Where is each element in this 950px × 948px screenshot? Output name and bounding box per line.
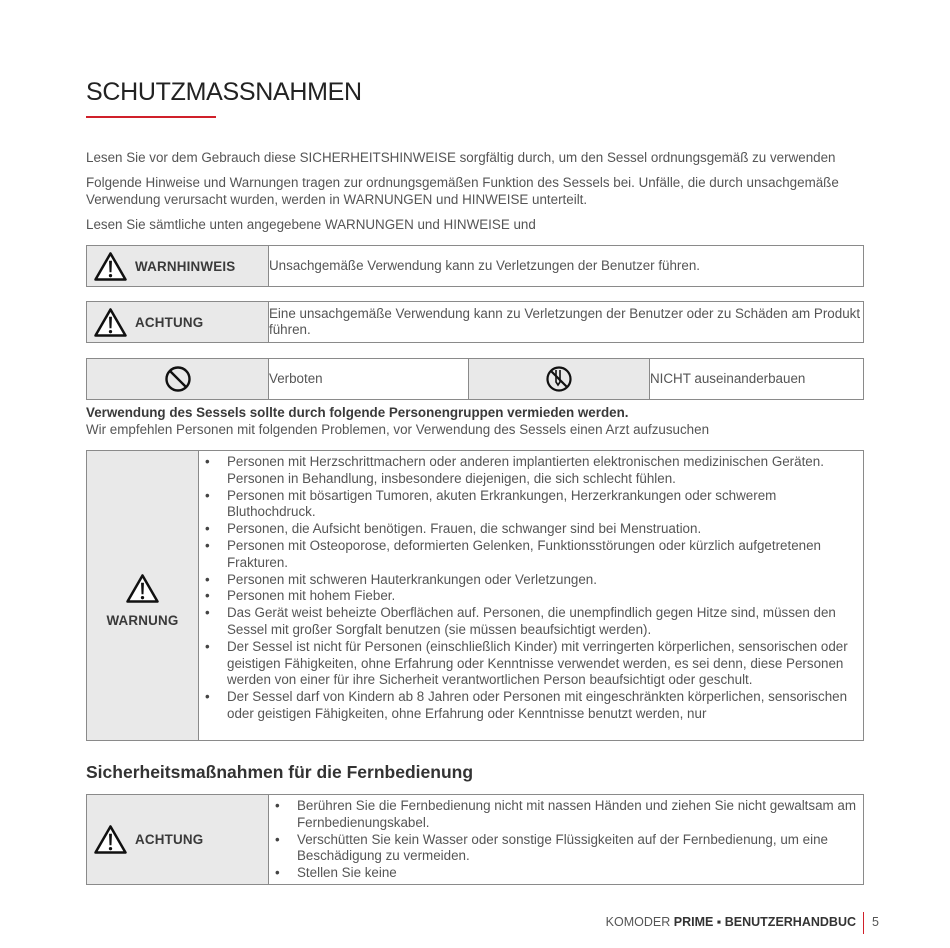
remote-list-cell xyxy=(269,795,864,885)
list-item: • Berühren Sie die Fernbedienung nicht mit nassen Händen und ziehen Sie nicht gewaltsam am Fernbedienungskabel. xyxy=(297,798,857,832)
warnhinweis-label: WARNHINWEIS xyxy=(135,258,236,274)
list-item: • Personen mit Osteoporose, deformierten Gelenken, Funktionsstörungen oder kürzlich aufgetretenen Frakturen. xyxy=(227,538,857,572)
remote-label-cell xyxy=(87,795,269,885)
page-title: SCHUTZMASSNAHMEN xyxy=(86,78,362,106)
list-item: • Stellen Sie keine xyxy=(297,865,857,882)
remote-list xyxy=(269,798,857,882)
achtung-text: Eine unsachgemäße Verwendung kann zu Verletzungen der Benutzer oder zu Schäden am Produkt führen. xyxy=(269,302,864,343)
warnung-box xyxy=(86,450,864,741)
list-item: • Personen mit Herzschrittmachern oder anderen implantierten elektronischen medizinischen Geräten. Personen in Behandlung, insbesondere diejenigen, die sich schlecht fühlen. xyxy=(227,454,857,488)
remote-achtung-label: ACHTUNG xyxy=(135,832,204,847)
warnung-label: WARNUNG xyxy=(106,612,179,628)
page-number: 5 xyxy=(872,915,879,929)
title-underline xyxy=(86,116,216,118)
list-item: • Personen mit schweren Hauterkrankungen oder Verletzungen. xyxy=(227,572,857,589)
achtung-label: ACHTUNG xyxy=(135,314,204,330)
warning-triangle-icon xyxy=(94,252,127,281)
warning-triangle-icon xyxy=(94,825,127,854)
prohibited-icon xyxy=(164,365,192,393)
warnhinweis-box xyxy=(86,245,864,287)
no-disassemble-icon-cell xyxy=(469,359,650,400)
intro-paragraph-2: Folgende Hinweise und Warnungen tragen zur ordnungsgemäßen Funktion des Sessels bei. Unfälle, die durch unsachgemäße Verwendung verursacht wurden, werden in WARNUNGEN und HINWEISE unterteilt. xyxy=(86,175,839,207)
nicht-auseinander-text: NICHT auseinanderbauen xyxy=(650,359,864,400)
remote-achtung-box xyxy=(86,794,864,885)
footer-text xyxy=(606,915,856,929)
list-item: • Verschütten Sie kein Wasser oder sonstige Flüssigkeiten auf der Fernbedienung, um eine Beschädigung zu vermeiden. xyxy=(297,832,857,866)
warnung-list-cell xyxy=(199,451,864,741)
footer-model: PRIME xyxy=(673,915,714,929)
achtung-box xyxy=(86,301,864,343)
intro-paragraph-3: Lesen Sie sämtliche unten angegebene WARNUNGEN und HINWEISE und xyxy=(86,217,536,232)
verboten-text: Verboten xyxy=(269,359,469,400)
list-item: • Personen mit hohem Fieber. xyxy=(227,588,857,605)
warnhinweis-label-cell xyxy=(87,246,269,287)
list-item: • Das Gerät weist beheizte Oberflächen auf. Personen, die unempfindlich gegen Hitze sind, müssen den Sessel mit großer Sorgfalt benutzen (sie müssen beaufsichtigt werden). xyxy=(227,605,857,639)
footer-divider xyxy=(863,912,864,934)
list-item: • Der Sessel ist nicht für Personen (einschließlich Kinder) mit verringerten körperlichen, sensorischen oder geistigen Fähigkeiten, ohne Erfahrung oder Kenntnisse verwendet werden, es sei denn, diese Personen werden von einer für ihre Sicherheit verantwortlichen Person beaufsichtigt oder geschult. xyxy=(227,639,857,689)
achtung-label-cell xyxy=(87,302,269,343)
intro-paragraph-1: Lesen Sie vor dem Gebrauch diese SICHERHEITSHINWEISE sorgfältig durch, um den Sessel ordnungsgemäß zu verwenden xyxy=(86,150,836,165)
warnung-label-cell xyxy=(87,451,199,741)
warnung-list xyxy=(199,454,857,723)
prohibited-icon-cell xyxy=(87,359,269,400)
warning-triangle-icon xyxy=(126,574,159,603)
symbols-box xyxy=(86,358,864,400)
avoid-heading: Verwendung des Sessels sollte durch folgende Personengruppen vermieden werden. xyxy=(86,405,629,420)
warnhinweis-text: Unsachgemäße Verwendung kann zu Verletzungen der Benutzer führen. xyxy=(269,246,864,287)
warning-triangle-icon xyxy=(94,308,127,337)
list-item: • Der Sessel darf von Kindern ab 8 Jahren oder Personen mit eingeschränkten körperlichen, sensorischen oder geistigen Fähigkeiten, ohne Erfahrung oder Kenntnisse benutzt werden, nur xyxy=(227,689,857,723)
remote-section-heading: Sicherheitsmaßnahmen für die Fernbedienung xyxy=(86,762,474,782)
footer-brand: KOMODER xyxy=(605,915,671,929)
no-disassemble-icon xyxy=(545,365,573,393)
list-item: • Personen mit bösartigen Tumoren, akuten Erkrankungen, Herzerkrankungen oder schwerem Bluthochdruck. xyxy=(227,488,857,522)
list-item: • Personen, die Aufsicht benötigen. Frauen, die schwanger sind bei Menstruation. xyxy=(227,521,857,538)
avoid-subtext: Wir empfehlen Personen mit folgenden Problemen, vor Verwendung des Sessels einen Arzt aufzusuchen xyxy=(86,422,710,437)
footer-separator: ▪ xyxy=(716,915,722,929)
footer-doc-title: BENUTZERHANDBUC xyxy=(724,915,856,929)
